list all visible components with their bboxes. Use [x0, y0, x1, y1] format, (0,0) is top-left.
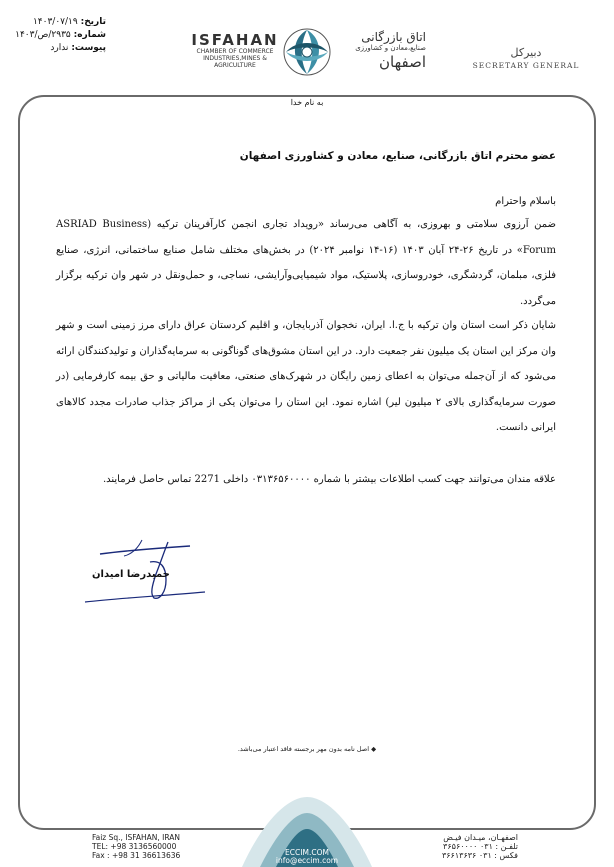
chamber-emblem-icon	[282, 26, 332, 78]
attachment-row	[6, 42, 106, 55]
footer-address-fa: اصفهـان، میـدان فیـض	[443, 833, 518, 842]
logo-persian-text	[334, 30, 426, 71]
logo-fa-line2: صنایع،معادن و کشاورزی	[355, 44, 426, 52]
footer-address-en: Faiz Sq., ISFAHAN, IRAN	[92, 833, 181, 842]
basmala: به نام خدا	[290, 98, 324, 107]
footer-web	[262, 849, 352, 865]
date-label: تاریخ:	[80, 17, 106, 27]
date-row	[6, 16, 106, 29]
addressee: عضو محترم اتاق بازرگانی، صنایع، معادن و کشاورزی اصفهان	[239, 150, 556, 162]
date-value: ۱۴۰۳/۰۷/۱۹	[32, 17, 78, 27]
footer-contact-en	[92, 833, 180, 860]
letter-meta	[6, 16, 106, 55]
logo-en-title: ISFAHAN	[191, 31, 279, 49]
logo-en-line2: INDUSTRIES,MINES & AGRICULTURE	[203, 55, 267, 69]
attachment-value: ندارد	[50, 43, 69, 53]
secretary-en: SECRETARY GENERAL	[472, 61, 580, 70]
secretary-fa: دبیرکل	[510, 46, 542, 59]
footer-tel-fa: تلفـن : ۰۳۱ ۳۶۵۶۰۰۰۰	[443, 842, 518, 851]
attachment-label: پیوست:	[71, 43, 106, 53]
number-row	[6, 29, 106, 42]
seal-bullet-icon: ◆	[371, 745, 377, 753]
logo-english-text	[190, 32, 280, 69]
logo-fa-line1: اتاق بازرگانی	[361, 30, 426, 44]
seal-note	[0, 745, 614, 753]
footer-tel-en: TEL: +98 3136560000	[92, 842, 177, 851]
closing-line: علاقه مندان می‌توانند جهت کسب اطلاعات بیشتر با شماره ۰۳۱۳۶۵۶۰۰۰۰ داخلی 2271 تماس حاصل فرمایند.	[102, 474, 556, 485]
secretary-general-title	[466, 46, 586, 72]
greeting: باسلام واحترام	[495, 196, 556, 207]
signer-name: حمیدرضا امیدان	[92, 569, 170, 580]
logo-en-line1: CHAMBER OF COMMERCE	[196, 48, 274, 55]
number-label: شماره:	[73, 30, 106, 40]
footer-email: info@eccim.com	[275, 856, 339, 865]
logo-fa-line3: اصفهان	[379, 53, 426, 71]
body-paragraph-2: شایان ذکر است استان وان ترکیه با ج.ا. ایران، نخجوان آذربایجان، و اقلیم کردستان عراق دارای مرز زمینی است و شهر وان مرکز این استان یک میلیون نفر جمعیت دارد. در این استان مشوق‌های گوناگونی به سرمایه‌گذاران و تولیدکنندگان ارائه می‌شود که از آن‌جمله می‌توان به اعطای زمین رایگان در شهرک‌های صنعتی، معافیت مالیاتی و حق بیمه کارفرمایی (در صورت سرمایه‌گذاری بالای ۲ میلیون لیر) اشاره نمود. این استان را می‌توان یکی از مراکز جذاب صادرات مجدد کالاهای ایرانی دانست.	[56, 320, 556, 433]
footer-fax-fa: فکس : ۰۳۱ ۳۶۶۱۳۶۳۶	[441, 851, 518, 860]
chamber-logo	[190, 24, 426, 80]
footer-website: ECCIM.COM	[285, 848, 329, 857]
body-paragraph-1: ضمن آرزوی سلامتی و بهروزی، به آگاهی می‌رساند «رویداد تجاری انجمن کارآفرینان ترکیه (ASRIAD Business Forum» در تاریخ ۲۶-۲۴ آبان ۱۴۰۳ (۱۶-۱۴ نوامبر ۲۰۲۴) در بخش‌های مختلف شامل صنایع ساختمانی، انرژی، صنایع فلزی، مبلمان، گردشگری، خودروسازی، پلاستیک، مواد شیمیایی‌وآرایشی، نساجی، و حمل‌ونقل در شهر وان ترکیه برگزار می‌گردد.	[56, 219, 557, 307]
footer-contact-fa	[408, 833, 518, 860]
number-value: ۲۹۳۵/ص/۱۴۰۳	[15, 30, 71, 40]
footer-fax-en: Fax : +98 31 36613636	[92, 851, 181, 860]
seal-note-text: اصل نامه بدون مهر برجسته فاقد اعتبار می‌باشد.	[237, 745, 370, 753]
